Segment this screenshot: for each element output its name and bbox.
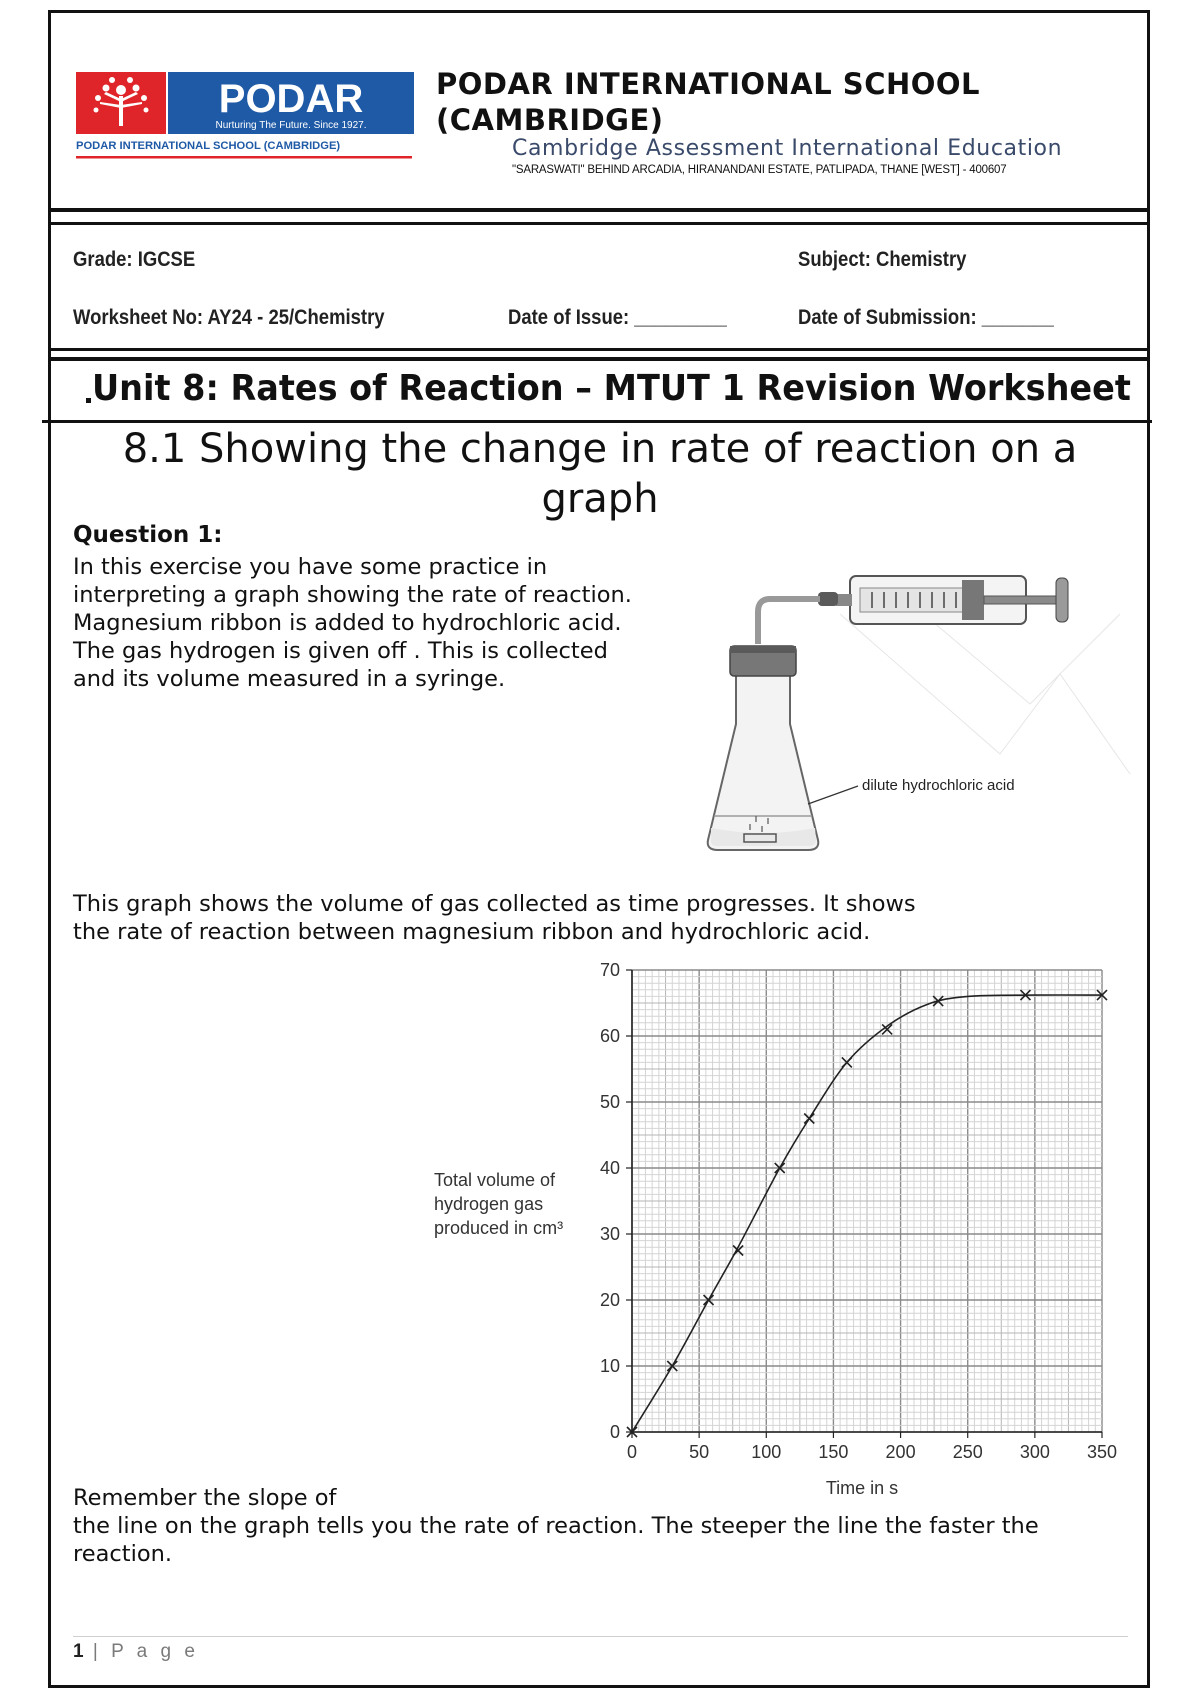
y-tick-label: 30: [599, 1224, 620, 1244]
x-tick-label: 50: [689, 1442, 710, 1462]
remember-line: the line on the graph tells you the rate of reaction. The steeper the line the faster the: [73, 1513, 1039, 1539]
x-tick-label: 100: [751, 1442, 782, 1462]
school-name-line2: (CAMBRIDGE): [436, 103, 664, 137]
intro-line: and its volume measured in a syringe.: [73, 666, 506, 692]
apparatus-diagram: [700, 554, 1140, 864]
subject-label: Subject: Chemistry: [798, 248, 967, 271]
chart-grid: [632, 970, 1102, 1432]
question-label: Question 1:: [73, 522, 223, 548]
y-tick-label: 70: [599, 960, 620, 980]
intro-line: Magnesium ribbon is added to hydrochloric acid.: [73, 610, 622, 636]
x-tick-label: 200: [885, 1442, 916, 1462]
graph-intro: [73, 890, 916, 946]
intro-line: interpreting a graph showing the rate of reaction.: [73, 582, 632, 608]
date-of-submission: Date of Submission: _______: [798, 306, 1054, 329]
logo-tagline: Nurturing The Future. Since 1927.: [215, 120, 367, 131]
y-tick-label: 0: [609, 1422, 620, 1442]
syringe: [818, 576, 1068, 624]
question-intro: [73, 553, 632, 693]
remember-line: reaction.: [73, 1541, 173, 1567]
y-axis-label-line: Total volume of: [434, 1170, 556, 1190]
title-marker: [86, 398, 91, 403]
footer-rule: [73, 1636, 1128, 1637]
unit-title: Unit 8: Rates of Reaction – MTUT 1 Revision Worksheet: [92, 368, 1131, 409]
worksheet-number: Worksheet No: AY24 - 25/Chemistry: [73, 306, 385, 329]
conical-flask: [708, 646, 819, 850]
intro-line: The gas hydrogen is given off . This is collected: [73, 638, 608, 664]
section-title: [70, 424, 1130, 524]
y-axis-label: [434, 1170, 563, 1238]
x-tick-label: 150: [818, 1442, 849, 1462]
x-tick-label: 250: [952, 1442, 983, 1462]
date-of-issue: Date of Issue: _________: [508, 306, 727, 329]
intro-line: In this exercise you have some practice in: [73, 554, 548, 580]
y-tick-label: 40: [599, 1158, 620, 1178]
logo-main-text: PODAR: [218, 77, 364, 121]
acid-label: dilute hydrochloric acid: [862, 777, 1015, 794]
school-name: [436, 66, 1076, 138]
x-tick-label: 350: [1086, 1442, 1118, 1462]
section-title-line2: graph: [541, 476, 659, 522]
y-tick-label: 50: [599, 1092, 620, 1112]
y-axis-label-line: produced in cm³: [434, 1218, 564, 1238]
data-point: [933, 996, 943, 1006]
school-logo: [76, 72, 414, 164]
info-divider: [48, 348, 1150, 351]
school-address: "SARASWATI" BEHIND ARCADIA, HIRANANDANI ESTATE, PATLIPADA, THANE [WEST] - 400607: [512, 164, 1007, 176]
x-tick-label: 0: [626, 1442, 638, 1462]
header-divider: [48, 208, 1150, 212]
section-title-line1: 8.1 Showing the change in rate of reaction on a: [122, 426, 1078, 472]
title-divider: [42, 420, 1152, 423]
x-axis-label: Time in s: [825, 1478, 899, 1498]
logo-subtitle: PODAR INTERNATIONAL SCHOOL (CAMBRIDGE): [76, 140, 341, 152]
remember-note: [73, 1484, 1039, 1568]
page-number-value: 1: [73, 1641, 84, 1662]
volume-time-chart: [420, 958, 1120, 1502]
remember-line: Remember the slope of: [73, 1485, 337, 1511]
grade-label: Grade: IGCSE: [73, 248, 196, 271]
y-tick-label: 20: [599, 1290, 620, 1310]
board-name: Cambridge Assessment International Education: [512, 136, 1063, 161]
page-number: [73, 1641, 199, 1663]
info-divider: [48, 357, 1150, 361]
page-label: | P a g e: [92, 1641, 199, 1662]
x-tick-label: 300: [1019, 1442, 1050, 1462]
header-divider: [48, 222, 1150, 225]
graph-intro-line: the rate of reaction between magnesium ribbon and hydrochloric acid.: [73, 919, 871, 945]
y-tick-label: 60: [599, 1026, 620, 1046]
school-name-line1: PODAR INTERNATIONAL SCHOOL: [436, 67, 981, 101]
graph-intro-line: This graph shows the volume of gas collected as time progresses. It shows: [73, 891, 916, 917]
y-axis-label-line: hydrogen gas: [434, 1194, 544, 1214]
y-tick-label: 10: [599, 1356, 620, 1376]
